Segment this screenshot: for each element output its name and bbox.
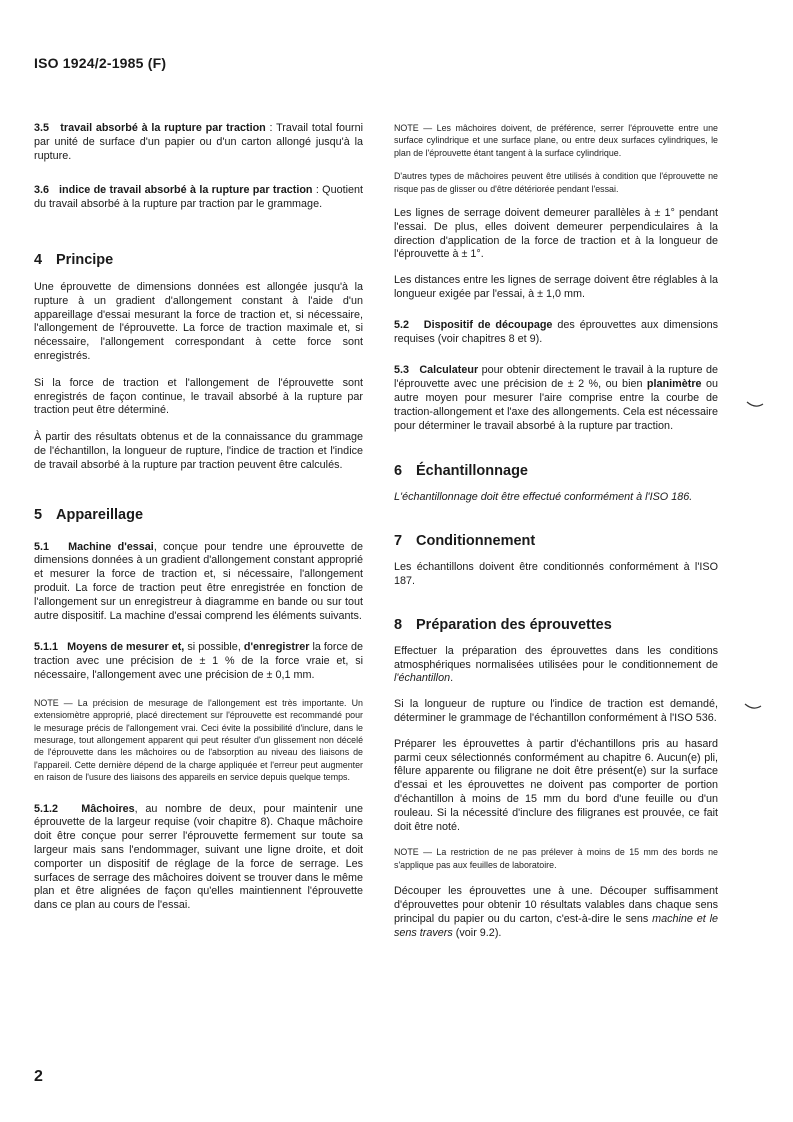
section-number: 5.2: [394, 318, 410, 331]
section-term: planimètre: [646, 378, 702, 391]
section-text: si possible,: [184, 641, 244, 654]
heading-number: 6: [394, 463, 403, 480]
heading-principe: [34, 252, 363, 268]
section-text: des éprouvettes aux dimensions requises (voir chapitres 8 et 9).: [394, 318, 718, 345]
section-number: 5.3: [394, 364, 410, 377]
section-term: Moyens de mesurer et,: [67, 641, 185, 654]
principe-para-1: Une éprouvette de dimensions données est allongée jusqu'à la rupture à un gradient d'allongement constant à l'aide d'un appareillage d'essai mesurant la force de traction et, si nécessaire, l'allongement de l'éprouvette. La force de traction maximale et, si nécessaire, l'allongement correspondant à cette force sont enregistrés.: [34, 280, 363, 362]
principe-para-2: Si la force de traction et l'allongement de l'éprouvette sont enregistrés de façon continue, le travail absorbé à la rupture par traction peut être déterminé.: [34, 376, 363, 417]
heading-preparation: [394, 617, 718, 633]
para-text: Découper les éprouvettes une à une. Découper suffisamment d'éprouvettes pour obtenir 10 résultats valables dans chaque sens principal du papier ou du carton, c'est-à-dire le sens: [394, 885, 718, 925]
para-text: .: [450, 672, 454, 685]
note-machoires: NOTE — Les mâchoires doivent, de préférence, serrer l'éprouvette entre une surface cylindrique et une surface plane, ou entre deux surfaces cylindriques, le plan de l'éprouvette étant tangent à la surface cylindrique.: [394, 123, 718, 158]
margin-mark: [744, 702, 762, 712]
section-text: pour obtenir directement le travail à la rupture de l'éprouvette avec une précision de ± 2 %, ou bien: [394, 364, 718, 391]
heading-title: Préparation des éprouvettes: [416, 616, 612, 633]
section-5-2: [394, 319, 718, 347]
preparation-para-1: [394, 645, 718, 686]
para-italic: l'échantillon: [394, 672, 451, 685]
preparation-para-2: Si la longueur de rupture ou l'indice de traction est demandé, déterminer le grammage de l'échantillon conformément à l'ISO 536.: [394, 698, 718, 724]
conditionnement-text: Les échantillons doivent être conditionnés conformément à l'ISO 187.: [394, 561, 718, 587]
section-term: Calculateur: [419, 364, 479, 377]
preparation-para-3: Préparer les éprouvettes à partir d'échantillons pris au hasard parmi ceux sélectionnés conformément au chapitre 6. Aucun(e) pli, fêlure apparente ou filigrane ne doit être présent(e) sur la surface d'essai et les éprouvettes ne doivent pas comporter de portion d'échantillon à moins de 15 mm du bord d'une feuille ou d'un rouleau. Si la nécessité d'inclure des filigranes est prouvée, ce fait doit être noté.: [394, 737, 718, 833]
section-3-6: [34, 184, 363, 212]
section-5-1: [34, 541, 363, 624]
heading-title: Appareillage: [56, 506, 144, 523]
section-term: Machine d'essai: [68, 540, 154, 553]
heading-number: 5: [34, 506, 43, 523]
note-precision: NOTE — La précision de mesurage de l'allongement est très importante. Un extensiomètre approprié, placé directement sur l'éprouvette est recommandé pour le mesurage précis de l'allongement vrai. Ceci évite la possibilité d'inclure, dans le mesurage, tout allongement apparent qui peut résulter d'un glissement non décelé de l'éprouvette dans les mâchoires ou de l'absorption au niveau des liaisons de l'appareil. Cette dernière dépend de la charge appliquée et l'erreur peut augmenter en raison de l'usure des liaisons des appareils en service depuis quelque temps.: [34, 697, 363, 783]
para-italic: machine et le sens travers: [394, 912, 719, 939]
section-5-1-1: [34, 641, 363, 682]
section-text: , conçue pour tendre une éprouvette de dimensions données à un gradient d'allongement constant approprié et mesurer la force de traction et, si nécessaire, l'allongement produit. La force de traction peut être enregistrée en fonction de l'allongement sur un enregistreur à diagramme en bande ou sur tout autre dispositif. La machine d'essai comprend les éléments suivants.: [34, 540, 363, 622]
heading-appareillage: [34, 507, 363, 523]
heading-number: 8: [394, 616, 403, 633]
section-text: , au nombre de deux, pour maintenir une éprouvette de la largeur requise (voir chapitre 8). Chaque mâchoire doit être conçue pour serrer l'éprouvette fermement sur toute sa largeur mais sans l'endommager, suivant une ligne droite, et doit comporter un dispositif de réglage de la force de serrage. Les surfaces de serrage des mâchoires doivent se trouver dans le même plan et être alignées de façon qu'elles maintiennent l'éprouvette dans ce plan au cours de l'essai.: [34, 802, 363, 912]
section-text: la force de traction avec une précision de ± 1 % de la force vraie et, si nécessaire, l'allongement avec une précision de ± 0,1 mm.: [34, 641, 363, 681]
para-lignes-serrage: Les lignes de serrage doivent demeurer parallèles à ± 1° pendant l'essai. De plus, elles doivent demeurer perpendiculaires à la direction d'application de la force de traction et à la longueur de l'éprouvette à ± 1°.: [394, 207, 718, 261]
preparation-para-4: [394, 885, 718, 940]
document-header: ISO 1924/2-1985 (F): [34, 55, 167, 71]
para-distances: Les distances entre les lignes de serrage doivent être réglables à la longueur exigée par l'essai, à ± 1,0 mm.: [394, 274, 718, 301]
heading-conditionnement: [394, 533, 718, 549]
margin-mark: [746, 400, 764, 410]
heading-number: 7: [394, 533, 403, 550]
echantillonnage-text: L'échantillonnage doit être effectué conformément à l'ISO 186.: [394, 491, 693, 504]
left-column: [34, 122, 363, 913]
section-text: ou autre moyen pour mesurer l'aire comprise entre la courbe de traction-allongement et l'axe des allongements. Cela est nécessaire pour déterminer le travail absorbé à la rupture par traction.: [394, 378, 718, 432]
principe-para-3: À partir des résultats obtenus et de la connaissance du grammage de l'échantillon, la longueur de rupture, l'indice de traction et l'indice de travail absorbé à la rupture par traction peuvent être calculés.: [34, 431, 363, 471]
heading-title: Conditionnement: [416, 533, 536, 550]
section-3-5: [34, 122, 363, 163]
section-text: : Travail total fourni par unité de surface d'un papier ou d'un carton allongé jusqu'à la rupture.: [34, 122, 363, 162]
section-term: Dispositif de découpage: [423, 318, 553, 331]
heading-echantillonnage: [394, 463, 718, 479]
section-term: indice de travail absorbé à la rupture par traction: [59, 184, 313, 197]
para-text: (voir 9.2).: [452, 926, 502, 939]
section-number: 5.1.1: [34, 641, 59, 654]
section-text: : Quotient du travail absorbé à la rupture par traction par le grammage.: [34, 184, 363, 211]
note-autres-machoires: D'autres types de mâchoires peuvent être utilisés à condition que l'éprouvette ne risque pas de glisser ou d'être détériorée pendant l'essai.: [394, 171, 718, 194]
heading-title: Échantillonnage: [416, 463, 528, 480]
section-5-1-2: [34, 803, 363, 913]
page-number: 2: [34, 1068, 43, 1085]
note-restriction: NOTE — La restriction de ne pas prélever à moins de 15 mm des bords ne s'applique pas aux feuilles de laboratoire.: [394, 847, 718, 870]
para-text: Effectuer la préparation des éprouvettes dans les conditions atmosphériques normalisées utilisées pour le conditionnement de: [394, 644, 718, 671]
section-term: d'enregistrer: [243, 641, 310, 654]
section-number: 5.1: [34, 540, 50, 553]
section-term: Mâchoires: [81, 802, 135, 815]
right-column: [394, 122, 718, 940]
section-5-3: [394, 364, 718, 433]
section-term: travail absorbé à la rupture par traction: [60, 122, 266, 134]
heading-title: Principe: [56, 251, 114, 268]
section-number: 3.6: [34, 184, 50, 197]
section-number: 3.5: [34, 122, 50, 134]
section-number: 5.1.2: [34, 802, 59, 815]
heading-number: 4: [34, 251, 43, 268]
